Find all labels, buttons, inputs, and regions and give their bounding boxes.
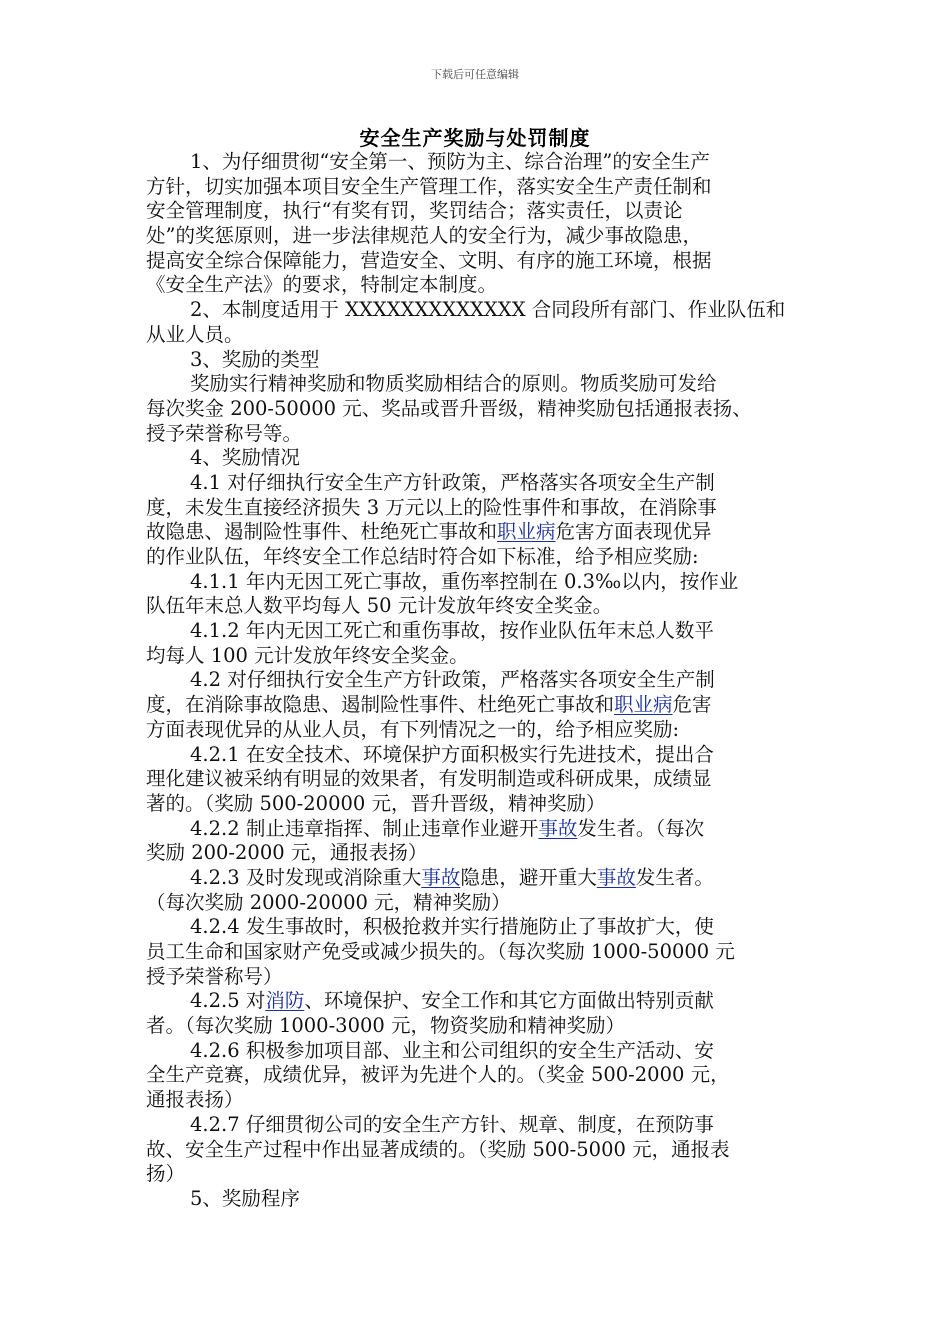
text-segment: 4.2 对仔细执行安全生产方针政策，严格落实各项安全生产制 bbox=[190, 668, 715, 692]
document-body bbox=[146, 150, 814, 1212]
text-line bbox=[146, 989, 814, 1014]
text-segment: 安全管理制度，执行“有奖有罚，奖罚结合；落实责任，以责论 bbox=[146, 199, 683, 223]
text-line bbox=[146, 668, 814, 693]
text-line bbox=[146, 446, 814, 471]
text-line bbox=[146, 348, 814, 373]
text-line bbox=[146, 397, 814, 422]
text-segment: 度，在消除事故隐患、遏制险性事件、杜绝死亡事故和 bbox=[146, 693, 615, 717]
text-segment: 理化建议被采纳有明显的效果者，有发明制造或科研成果，成绩显 bbox=[146, 767, 712, 791]
text-segment: 4、奖励情况 bbox=[190, 446, 300, 470]
text-line bbox=[146, 175, 814, 200]
text-segment: 奖励实行精神奖励和物质奖励相结合的原则。物质奖励可发给 bbox=[190, 372, 717, 396]
text-segment: 4.2.4 发生事故时，积极抢救并实行措施防止了事故扩大，使 bbox=[190, 915, 714, 939]
text-segment: （每次奖励 2000-20000 元，精神奖励） bbox=[146, 890, 511, 914]
text-segment: 4.1 对仔细执行安全生产方针政策，严格落实各项安全生产制 bbox=[190, 470, 715, 494]
text-line bbox=[146, 841, 814, 866]
text-line bbox=[146, 940, 814, 965]
text-line bbox=[146, 1014, 814, 1039]
text-line bbox=[146, 1113, 814, 1138]
text-segment: 4.2.7 仔细贯彻公司的安全生产方针、规章、制度，在预防事 bbox=[190, 1112, 714, 1136]
text-line bbox=[146, 224, 814, 249]
text-segment: 奖励 200-2000 元，通报表扬） bbox=[146, 841, 428, 865]
text-segment: 著的。（奖励 500-20000 元，晋升晋级，精神奖励） bbox=[146, 791, 606, 815]
text-segment: 队伍年末总人数平均每人 50 元计发放年终安全奖金。 bbox=[146, 594, 613, 618]
text-line bbox=[146, 1138, 814, 1163]
text-segment: 授予荣誉称号等。 bbox=[146, 421, 303, 445]
text-line bbox=[146, 866, 814, 891]
text-line bbox=[146, 817, 814, 842]
text-segment: 3、奖励的类型 bbox=[190, 347, 320, 371]
text-line bbox=[146, 496, 814, 521]
text-segment: 故、安全生产过程中作出显著成绩的。（奖励 500-5000 元，通报表 bbox=[146, 1137, 730, 1161]
keyword-link[interactable]: 职业病 bbox=[497, 520, 556, 544]
text-line bbox=[146, 273, 814, 298]
text-segment: 隐患，避开重大 bbox=[460, 865, 597, 889]
text-line bbox=[146, 298, 814, 323]
keyword-link[interactable]: 职业病 bbox=[614, 693, 673, 717]
text-segment: 4.1.1 年内无因工死亡事故，重伤率控制在 0.3‰以内，按作业 bbox=[190, 569, 739, 593]
text-segment: 方针，切实加强本项目安全生产管理工作，落实安全生产责任制和 bbox=[146, 174, 712, 198]
keyword-link[interactable]: 消防 bbox=[265, 989, 305, 1013]
text-line bbox=[146, 767, 814, 792]
text-segment: 危害 bbox=[672, 693, 712, 717]
text-line bbox=[146, 915, 814, 940]
text-segment: 5、奖励程序 bbox=[190, 1186, 300, 1210]
text-segment: 4.2.6 积极参加项目部、业主和公司组织的安全生产活动、安 bbox=[190, 1038, 714, 1062]
text-line bbox=[146, 372, 814, 397]
text-segment: 4.2.5 对 bbox=[190, 989, 266, 1013]
text-line bbox=[146, 1088, 814, 1113]
text-line bbox=[146, 693, 814, 718]
text-line bbox=[146, 718, 814, 743]
text-segment: 危害方面表现优异 bbox=[555, 520, 712, 544]
text-segment: 《安全生产法》的要求，特制定本制度。 bbox=[146, 273, 498, 297]
text-segment: 员工生命和国家财产免受或减少损失的。（每次奖励 1000-50000 元 bbox=[146, 940, 735, 963]
text-line bbox=[146, 150, 814, 175]
text-line bbox=[146, 471, 814, 496]
text-segment: 4.2.1 在安全技术、环境保护方面积极实行先进技术，提出合 bbox=[190, 742, 714, 766]
text-line bbox=[146, 792, 814, 817]
text-segment: 者。（每次奖励 1000-3000 元，物资奖励和精神奖励） bbox=[146, 1014, 625, 1038]
text-line bbox=[146, 249, 814, 274]
text-line bbox=[146, 644, 814, 669]
text-line bbox=[146, 965, 814, 990]
text-line bbox=[146, 594, 814, 619]
text-line bbox=[146, 422, 814, 447]
text-segment: 通报表扬） bbox=[146, 1088, 244, 1112]
text-segment: 发生者。 bbox=[635, 865, 714, 889]
text-line bbox=[146, 743, 814, 768]
text-line bbox=[146, 891, 814, 916]
text-segment: 故隐患、遏制险性事件、杜绝死亡事故和 bbox=[146, 520, 498, 544]
text-segment: 2、本制度适用于 XXXXXXXXXXXXX 合同段所有部门、作业队伍和 bbox=[190, 298, 786, 322]
text-segment: 每次奖金 200-50000 元、奖品或晋升晋级，精神奖励包括通报表扬、 bbox=[146, 396, 752, 420]
text-segment: 4.2.2 制止违章指挥、制止违章作业避开 bbox=[190, 816, 539, 840]
text-line bbox=[146, 1063, 814, 1088]
text-line bbox=[146, 199, 814, 224]
text-segment: 提高安全综合保障能力，营造安全、文明、有序的施工环境，根据 bbox=[146, 248, 712, 272]
text-segment: 均每人 100 元计发放年终安全奖金。 bbox=[146, 643, 469, 667]
text-segment: 的作业队伍，年终安全工作总结时符合如下标准，给予相应奖励: bbox=[146, 545, 699, 568]
text-segment: 从业人员。 bbox=[146, 322, 244, 346]
keyword-link[interactable]: 事故 bbox=[538, 816, 578, 840]
text-segment: 4.2.3 及时发现或消除重大 bbox=[190, 865, 422, 889]
text-line bbox=[146, 545, 814, 570]
text-segment: 、环境保护、安全工作和其它方面做出特别贡献 bbox=[304, 989, 714, 1013]
text-line bbox=[146, 323, 814, 348]
text-segment: 授予荣誉称号） bbox=[146, 964, 283, 988]
text-segment: 全生产竞赛，成绩优异，被评为先进个人的。（奖金 500-2000 元， bbox=[146, 1063, 730, 1087]
document-title: 安全生产奖励与处罚制度 bbox=[359, 126, 591, 150]
text-line bbox=[146, 570, 814, 595]
text-line bbox=[146, 1039, 814, 1064]
text-line bbox=[146, 520, 814, 545]
text-segment: 发生者。（每次 bbox=[577, 816, 705, 840]
text-segment: 1、为仔细贯彻“安全第一、预防为主、综合治理”的安全生产 bbox=[190, 150, 710, 173]
text-segment: 度，未发生直接经济损失 3 万元以上的险性事件和事故，在消除事 bbox=[146, 495, 717, 519]
text-segment: 方面表现优异的从业人员，有下列情况之一的，给予相应奖励: bbox=[146, 717, 680, 741]
text-segment: 4.1.2 年内无因工死亡和重伤事故，按作业队伍年末总人数平 bbox=[190, 619, 714, 643]
text-line bbox=[146, 1162, 814, 1187]
text-segment: 扬） bbox=[146, 1162, 186, 1186]
keyword-link[interactable]: 事故 bbox=[421, 865, 461, 889]
header-note: 下载后可任意编辑 bbox=[431, 68, 519, 81]
text-line bbox=[146, 1187, 814, 1212]
keyword-link[interactable]: 事故 bbox=[596, 865, 636, 889]
text-line bbox=[146, 619, 814, 644]
text-segment: 处”的奖惩原则，进一步法律规范人的安全行为，减少事故隐患， bbox=[146, 224, 702, 248]
